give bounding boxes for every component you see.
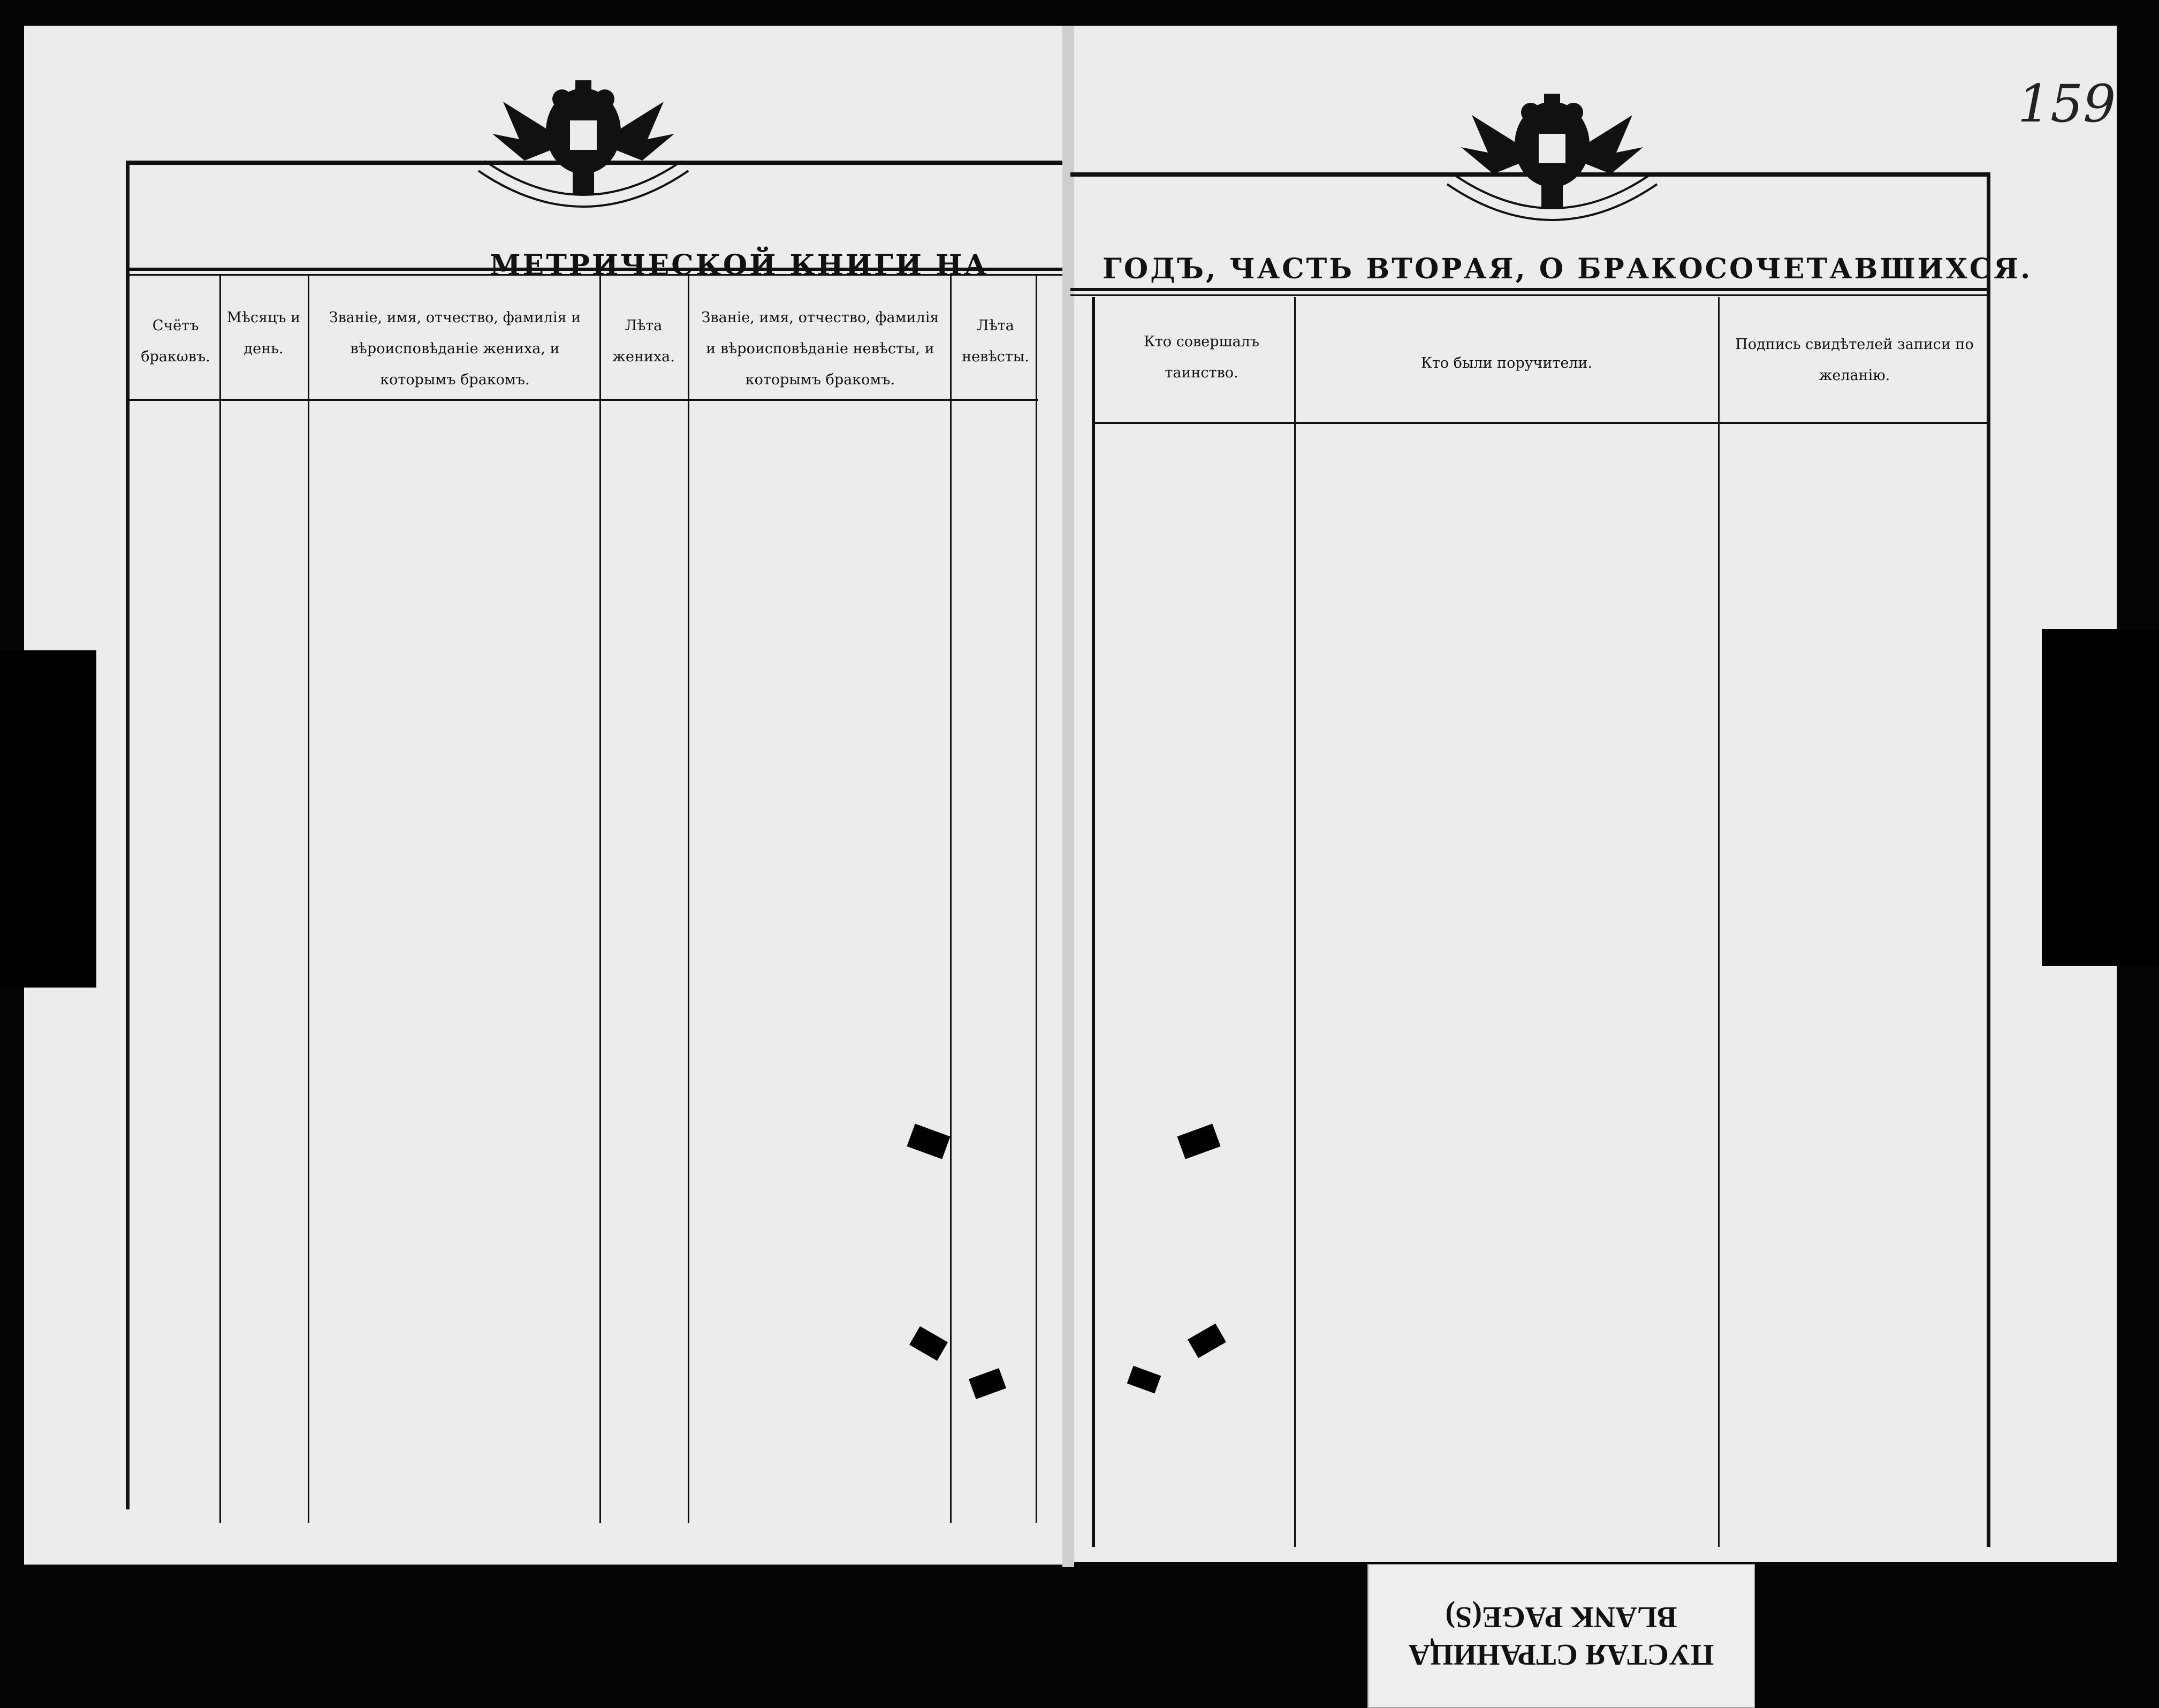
- right-page-tab: [2042, 629, 2159, 966]
- left-col-line-1: [219, 276, 221, 1523]
- right-title-rule: [1070, 288, 1988, 291]
- right-crest-emblem: [1440, 83, 1664, 238]
- left-page-tab: [0, 650, 96, 988]
- right-col-line-2: [1294, 297, 1296, 1547]
- col-header-groom-age: Лѣта жениха.: [612, 317, 675, 365]
- right-header-rule: [1092, 422, 1988, 424]
- right-col-line-3: [1718, 297, 1720, 1547]
- left-top-rule: [126, 161, 1062, 165]
- left-crest-emblem: [471, 70, 696, 225]
- col-header-bride-age: Лѣта невѣсты.: [962, 317, 1029, 365]
- col-header-officiant: Кто совершалъ таинство.: [1143, 333, 1260, 381]
- book-gutter: [1062, 26, 1074, 1567]
- col-header-sponsors: Кто были поручители.: [1420, 355, 1593, 371]
- col-header-month-day: Мѣсяцъ и день.: [226, 309, 301, 357]
- blank-page-stamp: [1367, 1564, 1755, 1708]
- stamp-line-english: BLANK PAGE(S): [1445, 1600, 1677, 1634]
- left-col-line-5: [950, 276, 952, 1523]
- col-header-groom-details: Званіе, имя, отчество, фамилія и вѣроисповѣданіе жениха, и которымъ бракомъ.: [329, 309, 581, 388]
- right-col-line-1: [1092, 297, 1095, 1547]
- col-header-marriage-count: Счётъ бракωвъ.: [141, 317, 210, 365]
- folio-number: 159: [2018, 74, 2116, 134]
- left-col-line-2: [308, 276, 309, 1523]
- left-col-line-4: [688, 276, 689, 1523]
- right-top-rule: [1070, 172, 1988, 177]
- right-frame-right: [1987, 172, 1990, 1547]
- left-col-line-3: [599, 276, 601, 1523]
- right-title-rule-thin: [1070, 294, 1988, 296]
- left-header-rule: [128, 399, 1038, 401]
- stamp-line-russian: ПУСТАЯ СТРАНИЦА: [1408, 1638, 1714, 1672]
- left-frame-left: [126, 161, 130, 1509]
- right-page-title: ГОДЪ, ЧАСТЬ ВТОРАЯ, О БРАКОСОЧЕТАВШИХСЯ.: [1103, 253, 2033, 285]
- col-header-bride-details: Званіе, имя, отчество, фамилія и вѣроисповѣданіе невѣсты, и которымъ бракомъ.: [701, 309, 939, 388]
- left-page-title: МЕТРИЧЕСКОЙ КНИГИ НА: [490, 249, 989, 282]
- col-header-witness-signatures: Подпись свидѣтелей записи по желанію.: [1735, 336, 1974, 384]
- left-col-line-6: [1036, 276, 1037, 1523]
